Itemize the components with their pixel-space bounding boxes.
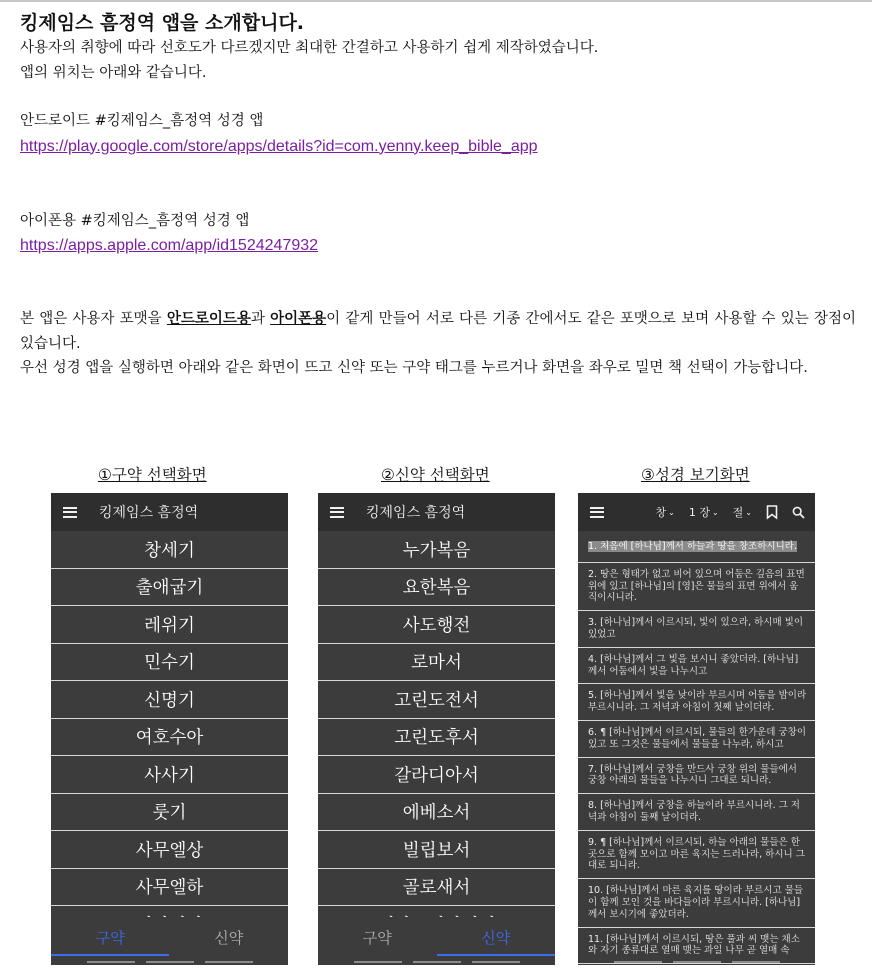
book-item[interactable]: 민수기 [51, 644, 288, 682]
chevron-down-icon: ⌄ [711, 507, 719, 517]
book-item[interactable]: 여호수아 [51, 719, 288, 757]
iphone-label: 아이폰용 #킹제임스_흠정역 성경 앱 [20, 212, 250, 229]
intro-line-2: 앱의 위치는 아래와 같습니다. [20, 64, 207, 81]
verse-item[interactable]: 7. [하나님]께서 궁창을 만드사 궁창 위의 물들에서 궁창 아래의 물들을 나누시니 그대로 되니라. [578, 758, 815, 795]
android-store-link[interactable]: https://play.google.com/store/apps/details?id=com.yenny.keep_bible_app [20, 137, 538, 155]
book-list[interactable] [318, 531, 555, 917]
verse-item[interactable]: 6. ¶ [하나님]께서 이르시되, 물들의 한가운데 궁창이 있고 또 그것은 물들에서 물들을 나누라, 하시고 [578, 721, 815, 758]
verse-item[interactable]: 3. [하나님]께서 이르시되, 빛이 있으라, 하시매 빛이 있었고 [578, 611, 815, 648]
phone-old-testament [51, 493, 288, 965]
book-item[interactable]: 고린도전서 [318, 681, 555, 719]
book-item[interactable]: 고린도후서 [318, 719, 555, 757]
paragraph-text: 과 [250, 311, 271, 327]
caption-reader: ③성경 보기화면 [641, 466, 750, 484]
tab-new-testament[interactable]: 신약 [214, 928, 244, 947]
book-item[interactable]: 룻기 [51, 794, 288, 832]
app-bar [318, 493, 555, 531]
bookmark-icon[interactable] [766, 505, 778, 519]
verse-item[interactable]: 8. [하나님]께서 궁창을 하늘이라 부르시니라. 그 저녁과 아침이 둘째 날이더라. [578, 794, 815, 831]
caption-old-testament: ①구약 선택화면 [98, 466, 207, 484]
book-item[interactable]: 에베소서 [318, 794, 555, 832]
tab-old-testament[interactable]: 구약 [95, 928, 125, 947]
chapter-selector[interactable] [689, 504, 719, 520]
menu-icon[interactable] [63, 507, 77, 518]
book-item[interactable]: 사사기 [51, 756, 288, 794]
chevron-down-icon: ⌄ [668, 507, 675, 517]
nav-hints [348, 961, 525, 963]
app-title: 킹제임스 흠정역 [99, 505, 199, 521]
nav-hints [81, 961, 258, 963]
paragraph-usage: 우선 성경 앱을 실행하면 아래와 같은 화면이 뜨고 신약 또는 구약 태그를 누르거나 화면을 좌우로 밀면 책 선택이 가능합니다. [20, 360, 808, 376]
verse-item[interactable]: 4. [하나님]께서 그 빛을 보시니 좋았더라. [하나님]께서 어둠에서 빛을 나누시고 [578, 648, 815, 685]
book-item[interactable]: 요한복음 [318, 569, 555, 607]
top-divider [0, 0, 872, 2]
article [20, 10, 856, 381]
book-selector-label: 창 [655, 506, 667, 519]
chevron-down-icon: ⌄ [745, 507, 752, 517]
tab-indicator [51, 954, 169, 956]
iphone-emphasis: 아이폰용 [270, 311, 327, 327]
book-list[interactable] [51, 531, 288, 917]
search-icon[interactable] [792, 506, 805, 519]
tab-old-testament[interactable]: 구약 [362, 928, 392, 947]
book-item[interactable]: 출애굽기 [51, 569, 288, 607]
verse-item[interactable]: 10. [하나님]께서 마른 육지를 땅이라 부르시고 물들이 함께 모인 것을 바다들이라 부르시니라. [하나님]께서 보시기에 좋았더라. [578, 879, 815, 927]
book-item[interactable]: 창세기 [51, 531, 288, 569]
verse-selector-label: 절 [732, 506, 744, 519]
book-item[interactable]: 사무엘하 [51, 869, 288, 907]
paragraph-format [20, 307, 856, 356]
caption-new-testament: ②신약 선택화면 [381, 466, 490, 484]
android-emphasis: 안드로이드용 [166, 311, 251, 327]
book-item[interactable]: 로마서 [318, 644, 555, 682]
paragraph-text: 이 같게 만들어 서로 다른 기종 간에서도 같은 포맷으로 보며 사용할 수 있는 장점이 있습니다. [20, 311, 857, 352]
bottom-tabs [51, 917, 288, 965]
verse-item[interactable]: 5. [하나님]께서 빛을 낮이라 부르시며 어둠을 밤이라 부르시니라. 그 저녁과 아침이 첫째 날이더라. [578, 684, 815, 721]
book-item[interactable]: 갈라디아서 [318, 756, 555, 794]
phone-new-testament [318, 493, 555, 965]
iphone-store-link[interactable]: https://apps.apple.com/app/id1524247932 [20, 237, 319, 254]
book-item[interactable]: 누가복음 [318, 531, 555, 569]
verse-list[interactable] [578, 531, 815, 965]
app-bar [51, 493, 288, 531]
book-selector[interactable] [655, 504, 674, 520]
book-item[interactable]: 신명기 [51, 681, 288, 719]
phone-reader [578, 493, 815, 965]
nav-hints [608, 961, 785, 963]
book-item[interactable]: 레위기 [51, 606, 288, 644]
tab-new-testament[interactable]: 신약 [481, 928, 511, 947]
book-item[interactable]: 사무엘상 [51, 831, 288, 869]
tab-indicator [437, 954, 555, 956]
paragraph-text: 본 앱은 사용자 포맷을 [20, 311, 167, 327]
app-title: 킹제임스 흠정역 [366, 505, 466, 521]
intro-line-1: 사용자의 취향에 따라 선호도가 다르겠지만 최대한 간결하고 사용하기 쉽게 제작하였습니다. [20, 40, 599, 56]
article-title: 킹제임스 흠정역 앱을 소개합니다. [20, 12, 305, 34]
verse-item[interactable]: 2. 땅은 형태가 없고 비어 있으며 어둠은 깊음의 표면 위에 있고 [하나님]의 [영]은 물들의 표면 위에서 움직이시니라. [578, 563, 815, 611]
verse-item[interactable]: 9. ¶ [하나님]께서 이르시되, 하늘 아래의 물들은 한 곳으로 함께 모이고 마른 육지는 드러나라, 하시니 그대로 되니라. [578, 831, 815, 879]
menu-icon[interactable] [330, 507, 344, 518]
book-item[interactable]: 사도행전 [318, 606, 555, 644]
chapter-selector-label: 1 장 [688, 506, 710, 519]
verse-item[interactable]: 11. [하나님]께서 이르시되, 땅은 풀과 씨 맺는 채소와 자기 종류대로 열매 맺는 과일 나무 곧 열매 속 [578, 928, 815, 965]
book-item[interactable]: 골로새서 [318, 869, 555, 907]
android-label: 안드로이드 #킹제임스_흠정역 성경 앱 [20, 113, 264, 129]
menu-icon[interactable] [590, 507, 604, 518]
verse-selector[interactable] [733, 504, 752, 520]
highlighted-verse: 1. 처음에 [하나님]께서 하늘과 땅을 창조하시니라. [588, 541, 797, 552]
bottom-tabs [318, 917, 555, 965]
verse-item[interactable] [578, 531, 815, 563]
book-item[interactable]: 빌립보서 [318, 831, 555, 869]
reader-toolbar [578, 493, 815, 531]
